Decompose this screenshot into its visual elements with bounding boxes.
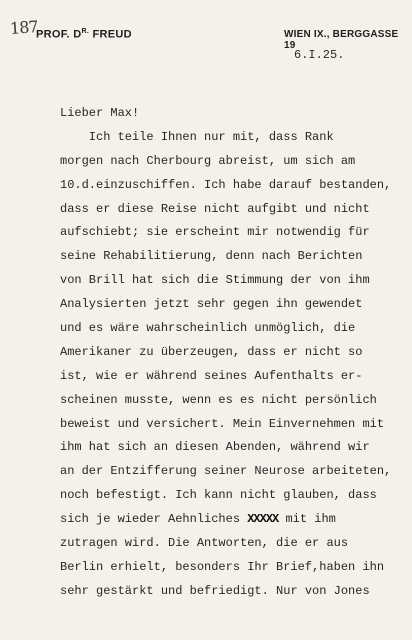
body-line: dass er diese Reise nicht aufgibt und nicht	[60, 201, 370, 216]
body-line: von Brill hat sich die Stimmung der von ihm	[60, 273, 370, 288]
body-line: und es wäre wahrscheinlich unmöglich, die	[60, 321, 356, 336]
body-line: 10.d.einzuschiffen. Ich habe darauf bestanden,	[60, 177, 392, 192]
body-line: noch befestigt. Ich kann nicht glauben, dass	[60, 488, 377, 503]
body-line: Berlin erhielt, besonders Ihr Brief,haben ihn	[60, 559, 385, 574]
body-line: seine Rehabilitierung, denn nach Berichten	[60, 249, 363, 264]
letterhead-name	[36, 28, 132, 41]
body-line: morgen nach Cherbourg abreist, um sich am	[60, 153, 356, 168]
body-line: ihm hat sich an diesen Abenden, während wir	[60, 440, 370, 455]
archive-number: 187	[9, 17, 39, 38]
body-line: aufschiebt; sie erscheint mir notwendig für	[60, 225, 370, 240]
body-line: zutragen wird. Die Antworten, die er aus	[60, 536, 349, 551]
body-line: scheinen musste, wenn es es nicht persönlich	[60, 392, 377, 407]
body-line: beweist und versichert. Mein Einvernehmen mit	[60, 416, 385, 431]
body-line-with-strike	[60, 508, 402, 532]
body-line: Analysierten jetzt sehr gegen ihn gewendet	[60, 297, 363, 312]
body-line-text: sich je wieder Aehnliches	[60, 512, 248, 527]
body-line-tail: mit ihm	[278, 512, 336, 527]
letter-body	[60, 102, 402, 604]
body-line: an der Entzifferung seiner Neurose arbeiteten,	[60, 464, 392, 479]
letterhead-address: WIEN IX., BERGGASSE 19	[284, 29, 399, 51]
body-line: sehr gestärkt und befriedigt. Nur von Jones	[60, 583, 370, 598]
letterhead-name-prefix: PROF. D	[36, 28, 82, 41]
letterhead-name-sup: R.	[81, 28, 90, 35]
body-line: Ich teile Ihnen nur mit, dass Rank	[60, 129, 334, 144]
body-line: Lieber Max!	[60, 106, 140, 120]
body-line: Amerikaner zu überzeugen, dass er nicht so	[60, 344, 363, 359]
letter-date: 6.I.25.	[294, 48, 345, 62]
letterhead-name-tail: FREUD	[89, 28, 132, 41]
body-line: ist, wie er während seines Aufenthalts er-	[60, 368, 363, 383]
struck-out-word: XXXXX	[247, 512, 279, 527]
